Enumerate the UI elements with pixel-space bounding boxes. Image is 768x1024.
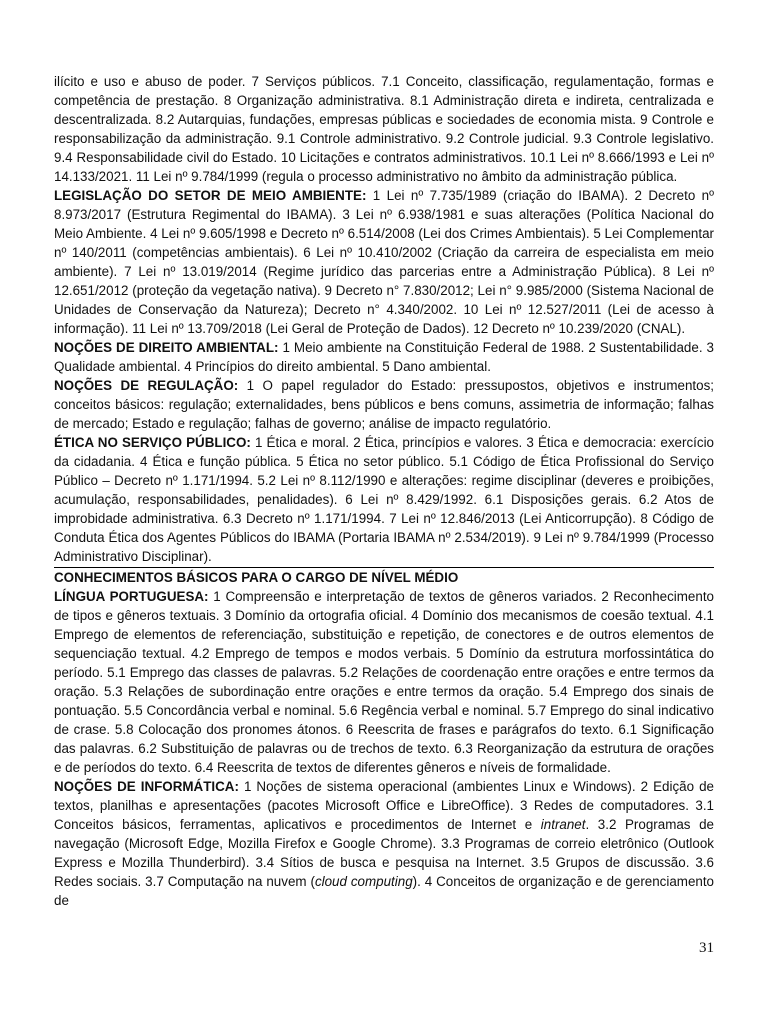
page-number: 31 <box>699 940 714 956</box>
paragraph-heading: ÉTICA NO SERVIÇO PÚBLICO: <box>54 435 251 450</box>
paragraph-heading: LEGISLAÇÃO DO SETOR DE MEIO AMBIENTE: <box>54 188 367 203</box>
paragraph-regulacao <box>54 376 714 433</box>
paragraph-etica <box>54 433 714 566</box>
paragraph-administrativo <box>54 72 714 186</box>
paragraph-body-part2: . 3.2 Programas de navegação (Microsoft Edge, Mozilla Firefox e Google Chrome). 3.3 Programas de correio eletrônico (Outlook Express e Mozilla Thunderbird). 3.4 Sítios de busca e pesquisa na Internet. 3.5 Grupos de discussão. 3.6 Redes sociais. 3.7 Computação na nuvem ( <box>54 817 714 889</box>
paragraph-heading: NOÇÕES DE DIREITO AMBIENTAL: <box>54 340 279 355</box>
paragraph-informatica <box>54 777 714 910</box>
paragraph-body: 1 Ética e moral. 2 Ética, princípios e valores. 3 Ética e democracia: exercício da cidadania. 4 Ética e função pública. 5 Ética no setor público. 5.1 Código de Ética Profissional do Serviço Público – Decreto nº 1.171/1994. 5.2 Lei nº 8.112/1990 e alterações: regime disciplinar (deveres e proibições, acumulação, responsabilidades, penalidades). 6 Lei nº 8.429/1992. 6.1 Disposições gerais. 6.2 Atos de improbidade administrativa. 6.3 Decreto nº 1.171/1994. 7 Lei nº 12.846/2013 (Lei Anticorrupção). 8 Código de Conduta Ética dos Agentes Públicos do IBAMA (Portaria IBAMA nº 2.534/2019). 9 Lei nº 9.784/1999 (Processo Administrativo Disciplinar). <box>54 435 715 564</box>
document-page <box>54 72 714 910</box>
paragraph-lingua-portuguesa <box>54 587 714 777</box>
paragraph-direito-ambiental <box>54 338 714 376</box>
paragraph-body-part1: 1 Noções de sistema operacional (ambientes Linux e Windows). 2 Edição de textos, planilhas e apresentações (pacotes Microsoft Office e LibreOffice). 3 Redes de computadores. 3.1 Conceitos básicos, ferramentas, aplicativos e procedimentos de Internet e <box>54 779 714 832</box>
paragraph-legislacao <box>54 186 714 338</box>
paragraph-body-part3: ). 4 Conceitos de organização e de gerenciamento de <box>54 874 715 908</box>
section-title: CONHECIMENTOS BÁSICOS PARA O CARGO DE NÍVEL MÉDIO <box>54 570 459 585</box>
paragraph-body: 1 Compreensão e interpretação de textos de gêneros variados. 2 Reconhecimento de tipos e gêneros textuais. 3 Domínio da ortografia oficial. 4 Domínio dos mecanismos de coesão textual. 4.1 Emprego de elementos de referenciação, substituição e repetição, de conectores e de outros elementos de sequenciação textual. 4.2 Emprego de tempos e modos verbais. 5 Domínio da estrutura morfossintática do período. 5.1 Emprego das classes de palavras. 5.2 Relações de coordenação entre orações e entre termos da oração. 5.3 Relações de subordinação entre orações e entre termos da oração. 5.4 Emprego dos sinais de pontuação. 5.5 Concordância verbal e nominal. 5.6 Regência verbal e nominal. 5.7 Emprego do sinal indicativo de crase. 5.8 Colocação dos pronomes átonos. 6 Reescrita de frases e parágrafos do texto. 6.1 Significação das palavras. 6.2 Substituição de palavras ou de trechos de texto. 6.3 Reorganização da estrutura de orações e de períodos do texto. 6.4 Reescrita de textos de diferentes gêneros e níveis de formalidade. <box>54 589 714 775</box>
paragraph-body: 1 Meio ambiente na Constituição Federal de 1988. 2 Sustentabilidade. 3 Qualidade ambiental. 4 Princípios do direito ambiental. 5 Dano ambiental. <box>54 340 714 374</box>
paragraph-italic-intranet: intranet <box>540 817 586 832</box>
paragraph-italic-cloud: cloud computing <box>314 874 413 889</box>
paragraph-body: ilícito e uso e abuso de poder. 7 Serviços públicos. 7.1 Conceito, classificação, regulamentação, formas e competência de prestação. 8 Organização administrativa. 8.1 Administração direta e indireta, centralizada e descentralizada. 8.2 Autarquias, fundações, empresas públicas e sociedades de economia mista. 9 Controle e responsabilização da administração. 9.1 Controle administrativo. 9.2 Controle judicial. 9.3 Controle legislativo. 9.4 Responsabilidade civil do Estado. 10 Licitações e contratos administrativos. 10.1 Lei nº 8.666/1993 e Lei nº 14.133/2021. 11 Lei nº 9.784/1999 (regula o processo administrativo no âmbito da administração pública. <box>54 74 714 184</box>
paragraph-heading: NOÇÕES DE REGULAÇÃO: <box>54 378 239 393</box>
paragraph-heading: LÍNGUA PORTUGUESA: <box>54 589 209 604</box>
paragraph-body: 1 O papel regulador do Estado: pressupostos, objetivos e instrumentos; conceitos básicos: regulação; externalidades, bens públicos e bens comuns, assimetria de informação; falhas de mercado; Estado e regulação; falhas de governo; análise de impacto regulatório. <box>54 378 714 431</box>
paragraph-heading: NOÇÕES DE INFORMÁTICA: <box>54 779 239 794</box>
paragraph-body: 1 Lei nº 7.735/1989 (criação do IBAMA). 2 Decreto nº 8.973/2017 (Estrutura Regimental do IBAMA). 3 Lei nº 6.938/1981 e suas alterações (Política Nacional do Meio Ambiente. 4 Lei nº 9.605/1998 e Decreto nº 6.514/2008 (Lei dos Crimes Ambientais). 5 Lei Complementar nº 140/2011 (competências ambientais). 6 Lei nº 10.410/2002 (Criação da carreira de especialista em meio ambiente). 7 Lei nº 13.019/2014 (Regime jurídico das parcerias entre a Administração Pública). 8 Lei nº 12.651/2012 (proteção da vegetação nativa). 9 Decreto n° 7.830/2012; Lei n° 9.985/2000 (Sistema Nacional de Unidades de Conservação da Natureza); Decreto n° 4.340/2002. 10 Lei nº 12.527/2011 (Lei de acesso à informação). 11 Lei nº 13.709/2018 (Lei Geral de Proteção de Dados). 12 Decreto nº 10.239/2020 (CNAL). <box>54 188 714 336</box>
